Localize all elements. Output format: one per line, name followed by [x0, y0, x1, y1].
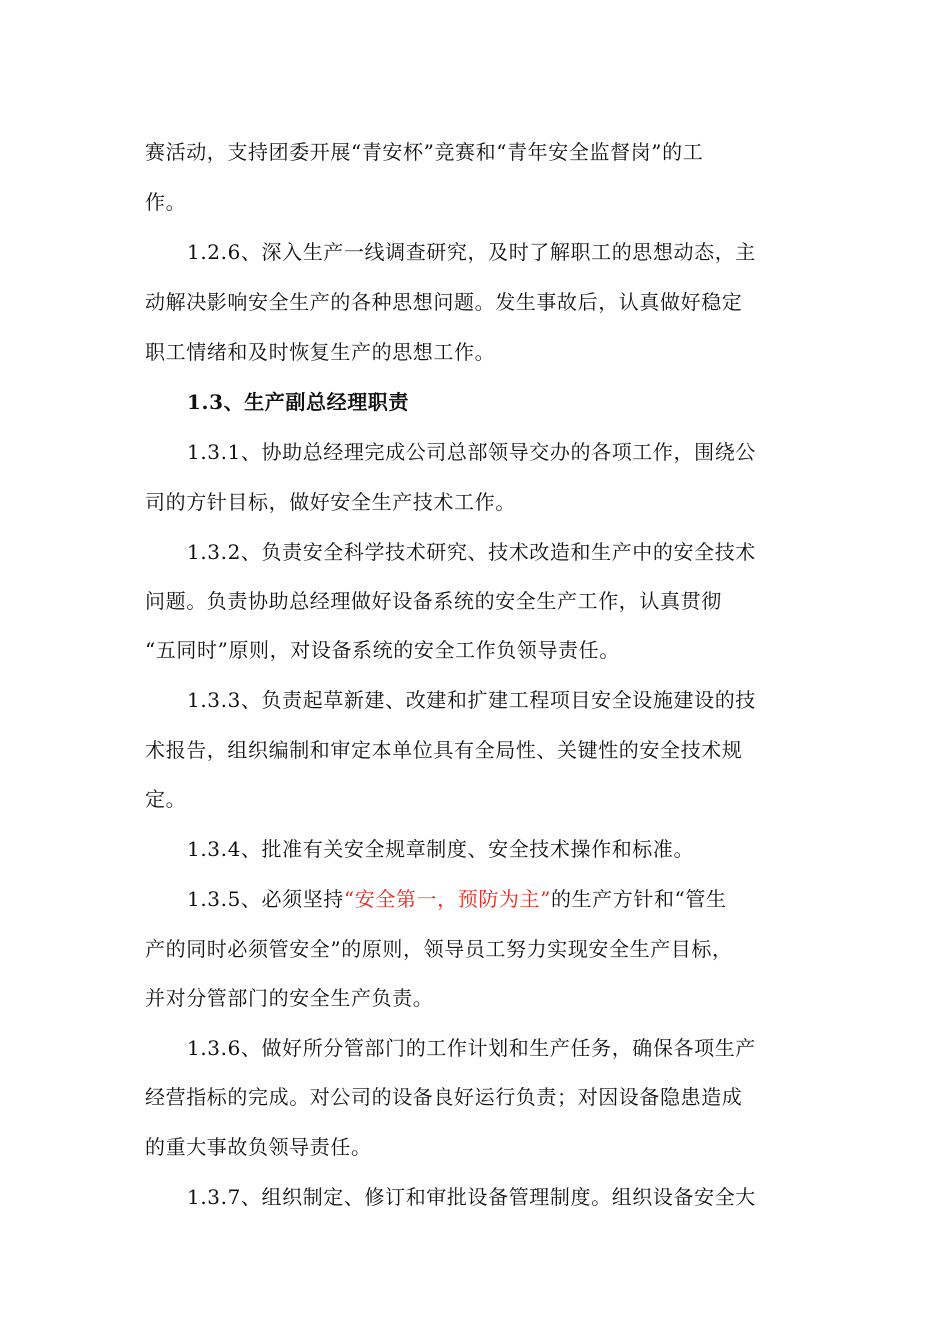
- paragraph-line: 赛活动，支持团委开展“青安杯”竞赛和“青年安全监督岗”的工: [145, 140, 704, 164]
- paragraph-line: 作。: [145, 190, 187, 214]
- paragraph-line: [187, 882, 810, 916]
- section-heading: 1.3、生产副总经理职责: [187, 390, 409, 414]
- paragraph-line: 动解决影响安全生产的各种思想问题。发生事故后，认真做好稳定: [145, 290, 743, 314]
- paragraph-line: 1.3.6、做好所分管部门的工作计划和生产任务，确保各项生产: [187, 1036, 756, 1060]
- paragraph-line: 术报告，组织编制和审定本单位具有全局性、关键性的安全技术规: [145, 738, 743, 762]
- paragraph-line: 职工情绪和及时恢复生产的思想工作。: [145, 340, 496, 364]
- paragraph-line: 1.3.7、组织制定、修订和审批设备管理制度。组织设备安全大: [187, 1185, 756, 1209]
- paragraph-line: 1.3.4、批准有关安全规章制度、安全技术操作和标准。: [187, 837, 695, 861]
- paragraph-line: 司的方针目标，做好安全生产技术工作。: [145, 490, 516, 514]
- paragraph-text: 的生产方针和“管生: [550, 887, 727, 911]
- highlighted-principle: “安全第一，预防为主”: [343, 887, 551, 911]
- paragraph-line: 问题。负责协助总经理做好设备系统的安全生产工作，认真贯彻: [145, 589, 722, 613]
- paragraph-line: 1.3.2、负责安全科学技术研究、技术改造和生产中的安全技术: [187, 540, 756, 564]
- paragraph-line: 并对分管部门的安全生产负责。: [145, 986, 434, 1010]
- paragraph-line: 的重大事故负领导责任。: [145, 1135, 372, 1159]
- paragraph-line: 1.3.1、协助总经理完成公司总部领导交办的各项工作，围绕公: [187, 440, 756, 464]
- paragraph-line: 1.2.6、深入生产一线调查研究，及时了解职工的思想动态，主: [187, 240, 756, 264]
- paragraph-line: 定。: [145, 787, 187, 811]
- paragraph-line: 经营指标的完成。对公司的设备良好运行负责；对因设备隐患造成: [145, 1085, 743, 1109]
- paragraph-line: 产的同时必须管安全”的原则，领导员工努力实现安全生产目标，: [145, 937, 733, 961]
- paragraph-line: 1.3.3、负责起草新建、改建和扩建工程项目安全设施建设的技: [187, 688, 756, 712]
- paragraph-line: “五同时”原则，对设备系统的安全工作负领导责任。: [145, 638, 620, 662]
- paragraph-text: 1.3.5、必须坚持: [187, 887, 344, 911]
